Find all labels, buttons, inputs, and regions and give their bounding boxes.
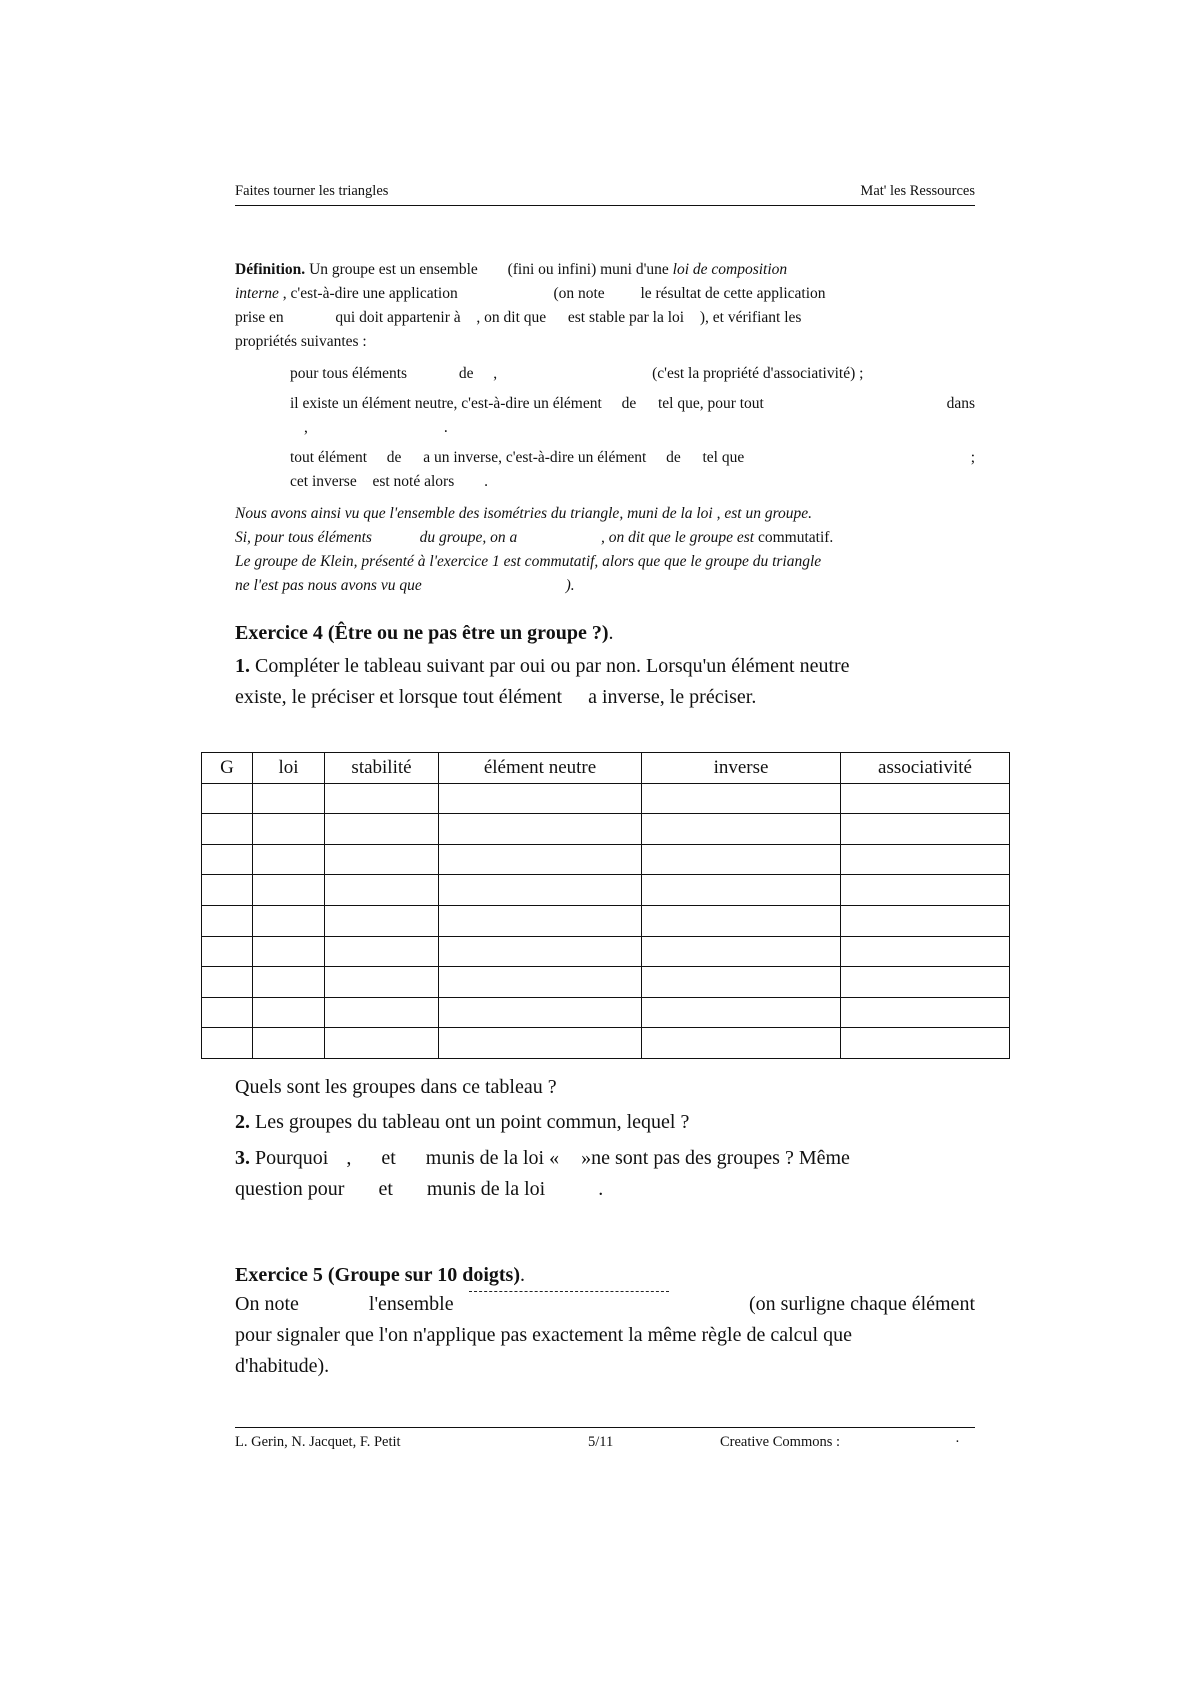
table-cell[interactable] <box>439 967 642 998</box>
definition-line-3: prise en qui doit appartenir à , on dit que est stable par la loi ), et vérifiant les <box>235 309 802 326</box>
exercise-5-title: Exercice 5 (Groupe sur 10 doigts). <box>235 1264 525 1286</box>
overlined-set-placeholder <box>469 1291 669 1302</box>
definition-line-1: Définition. Un groupe est un ensemble (fini ou infini) muni d'une loi de composition <box>235 261 788 278</box>
table-cell[interactable] <box>642 967 841 998</box>
table-cell[interactable] <box>202 967 253 998</box>
column-header-inverse: inverse <box>642 753 841 784</box>
table-row <box>202 936 1010 967</box>
table-cell[interactable] <box>841 844 1010 875</box>
exercise-4-question-1: 1. Compléter le tableau suivant par oui ou par non. Lorsqu'un élément neutre existe, le préciser et lorsque tout élément a inverse, le préciser. <box>235 655 850 708</box>
table-cell[interactable] <box>325 1028 439 1059</box>
table-cell[interactable] <box>202 997 253 1028</box>
table-cell[interactable] <box>253 997 325 1028</box>
table-row <box>202 1028 1010 1059</box>
table-cell[interactable] <box>202 1028 253 1059</box>
table-cell[interactable] <box>439 783 642 814</box>
exercise-4 <box>235 618 975 713</box>
table-cell[interactable] <box>642 814 841 845</box>
footer-page-number: 5/11 <box>588 1434 614 1450</box>
table-cell[interactable] <box>253 967 325 998</box>
table-cell[interactable] <box>439 844 642 875</box>
table-cell[interactable] <box>439 875 642 906</box>
group-properties-table <box>201 752 1010 1059</box>
remark-line-1: Nous avons ainsi vu que l'ensemble des isométries du triangle, muni de la loi , est un groupe. <box>235 505 813 522</box>
table-row <box>202 997 1010 1028</box>
table-row <box>202 967 1010 998</box>
column-header-associativite: associativité <box>841 753 1010 784</box>
table-row <box>202 844 1010 875</box>
exercise-5-body: On note l'ensemble (on surligne chaque élément pour signaler que l'on n'applique pas exactement la même règle de calcul que d'habitude). <box>235 1293 975 1377</box>
table-cell[interactable] <box>439 1028 642 1059</box>
remark-line-3: Le groupe de Klein, présenté à l'exercice 1 est commutatif, alors que que le groupe du triangle <box>235 553 822 570</box>
table-cell[interactable] <box>841 997 1010 1028</box>
table-cell[interactable] <box>325 997 439 1028</box>
table-row <box>202 814 1010 845</box>
property-associativity: pour tous éléments de , (c'est la propriété d'associativité) ; <box>290 365 864 382</box>
footer-authors: L. Gerin, N. Jacquet, F. Petit <box>235 1434 401 1450</box>
table-cell[interactable] <box>439 936 642 967</box>
definition-line-4: propriétés suivantes : <box>235 333 367 350</box>
column-header-loi: loi <box>253 753 325 784</box>
table-cell[interactable] <box>325 875 439 906</box>
table-cell[interactable] <box>202 783 253 814</box>
table-cell[interactable] <box>642 905 841 936</box>
table-cell[interactable] <box>841 936 1010 967</box>
header-title: Faites tourner les triangles <box>235 183 389 199</box>
table-cell[interactable] <box>642 936 841 967</box>
table-row <box>202 875 1010 906</box>
table-cell[interactable] <box>325 844 439 875</box>
table-cell[interactable] <box>253 905 325 936</box>
table-cell[interactable] <box>841 783 1010 814</box>
table-cell[interactable] <box>202 844 253 875</box>
table-cell[interactable] <box>841 1028 1010 1059</box>
exercise-5 <box>235 1260 975 1382</box>
table-cell[interactable] <box>439 814 642 845</box>
table-cell[interactable] <box>325 814 439 845</box>
remark-line-2: Si, pour tous éléments du groupe, on a , on dit que le groupe est commutatif. <box>235 529 834 546</box>
table-cell[interactable] <box>841 875 1010 906</box>
table-cell[interactable] <box>642 1028 841 1059</box>
table-cell[interactable] <box>202 875 253 906</box>
table-cell[interactable] <box>841 814 1010 845</box>
definition-block <box>235 258 975 354</box>
footer-license: Creative Commons : <box>720 1434 841 1450</box>
column-header-g: G <box>202 753 253 784</box>
remark-block <box>235 502 975 598</box>
table-cell[interactable] <box>642 997 841 1028</box>
footer-rule <box>235 1427 975 1428</box>
table-cell[interactable] <box>253 783 325 814</box>
question-groups: Quels sont les groupes dans ce tableau ? <box>235 1076 557 1098</box>
definition-line-2: interne , c'est-à-dire une application (on note le résultat de cette application <box>235 285 826 302</box>
table-cell[interactable] <box>253 844 325 875</box>
table-cell[interactable] <box>642 783 841 814</box>
property-inverse: tout élément de a un inverse, c'est-à-dire un élément de tel que ; cet inverse est noté alors . <box>290 449 975 490</box>
table-header-row <box>202 753 1010 784</box>
question-3: 3. Pourquoi , et munis de la loi « »ne sont pas des groupes ? Même question pour et munis de la loi . <box>235 1147 850 1200</box>
remark-line-4: ne l'est pas nous avons vu que ). <box>235 577 575 594</box>
table-cell[interactable] <box>439 997 642 1028</box>
table-cell[interactable] <box>253 936 325 967</box>
table-cell[interactable] <box>325 905 439 936</box>
table-cell[interactable] <box>253 875 325 906</box>
column-header-element-neutre: élément neutre <box>439 753 642 784</box>
table-cell[interactable] <box>325 936 439 967</box>
footer-license-dot: · <box>955 1434 960 1450</box>
table-cell[interactable] <box>253 814 325 845</box>
table-cell[interactable] <box>439 905 642 936</box>
table-row <box>202 783 1010 814</box>
table-cell[interactable] <box>642 844 841 875</box>
definition-label: Définition. <box>235 261 306 278</box>
table-cell[interactable] <box>202 905 253 936</box>
table-cell[interactable] <box>253 1028 325 1059</box>
table-cell[interactable] <box>841 967 1010 998</box>
table-cell[interactable] <box>325 967 439 998</box>
table-cell[interactable] <box>841 905 1010 936</box>
table-cell[interactable] <box>642 875 841 906</box>
table-cell[interactable] <box>202 936 253 967</box>
exercise-4-title: Exercice 4 (Être ou ne pas être un groupe ?). <box>235 622 614 644</box>
table-cell[interactable] <box>325 783 439 814</box>
header-source: Mat' les Ressources <box>860 183 975 199</box>
column-header-stabilite: stabilité <box>325 753 439 784</box>
table-cell[interactable] <box>202 814 253 845</box>
property-neutral-element: il existe un élément neutre, c'est-à-dire un élément de tel que, pour tout dans , . <box>290 395 975 436</box>
page-header <box>235 183 975 206</box>
table-row <box>202 905 1010 936</box>
question-2: 2. Les groupes du tableau ont un point commun, lequel ? <box>235 1111 690 1133</box>
